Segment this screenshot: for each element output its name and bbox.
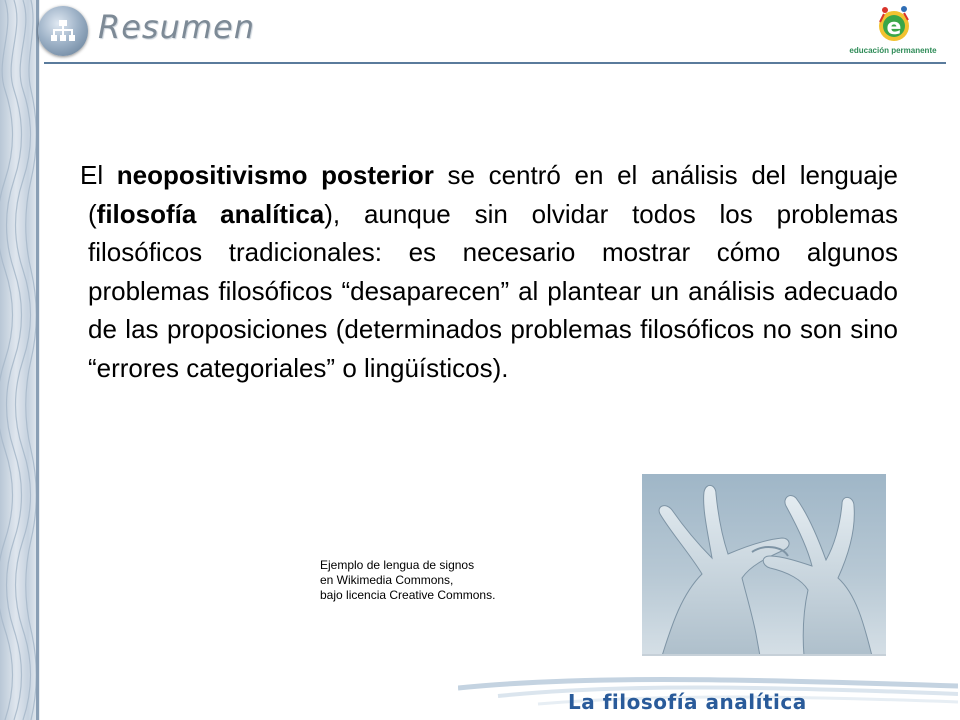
paragraph-segment: se centró en el análisis del lenguaje ( bbox=[88, 160, 899, 229]
image-caption bbox=[320, 558, 580, 603]
page-title: Resumen bbox=[98, 8, 256, 46]
caption-line: Ejemplo de lengua de signos bbox=[320, 558, 475, 572]
svg-text:e: e bbox=[886, 15, 902, 40]
term-filosofia-analitica: filosofía analítica bbox=[96, 198, 325, 229]
caption-line: bajo licencia Creative Commons. bbox=[320, 588, 496, 602]
caption-line: en Wikimedia Commons, bbox=[320, 573, 454, 587]
sitemap-icon bbox=[38, 6, 88, 56]
paragraph-segment: ), aunque sin olvidar todos los problemas filosóficos tradicionales: es necesario mostrar cómo algunos problemas filosóficos “desaparecen” al plantear un análisis adecuado de las proposiciones (determinados problemas filosóficos no son sino “errores categoriales” o lingüísticos). bbox=[88, 198, 899, 383]
main-paragraph bbox=[80, 156, 899, 387]
photo-bottom-border bbox=[642, 654, 886, 656]
term-neopositivismo: neopositivismo posterior bbox=[116, 160, 434, 190]
footer-title: La filosofía analítica bbox=[568, 690, 807, 714]
brand-mark-icon bbox=[876, 4, 912, 46]
left-decorative-border bbox=[0, 0, 40, 720]
left-border-edge bbox=[36, 0, 39, 720]
brand-text: educación permanente bbox=[849, 46, 937, 55]
header-divider bbox=[44, 62, 946, 64]
sign-language-photo bbox=[642, 474, 886, 656]
brand-logo bbox=[838, 4, 948, 64]
paragraph-segment: El bbox=[80, 160, 117, 190]
